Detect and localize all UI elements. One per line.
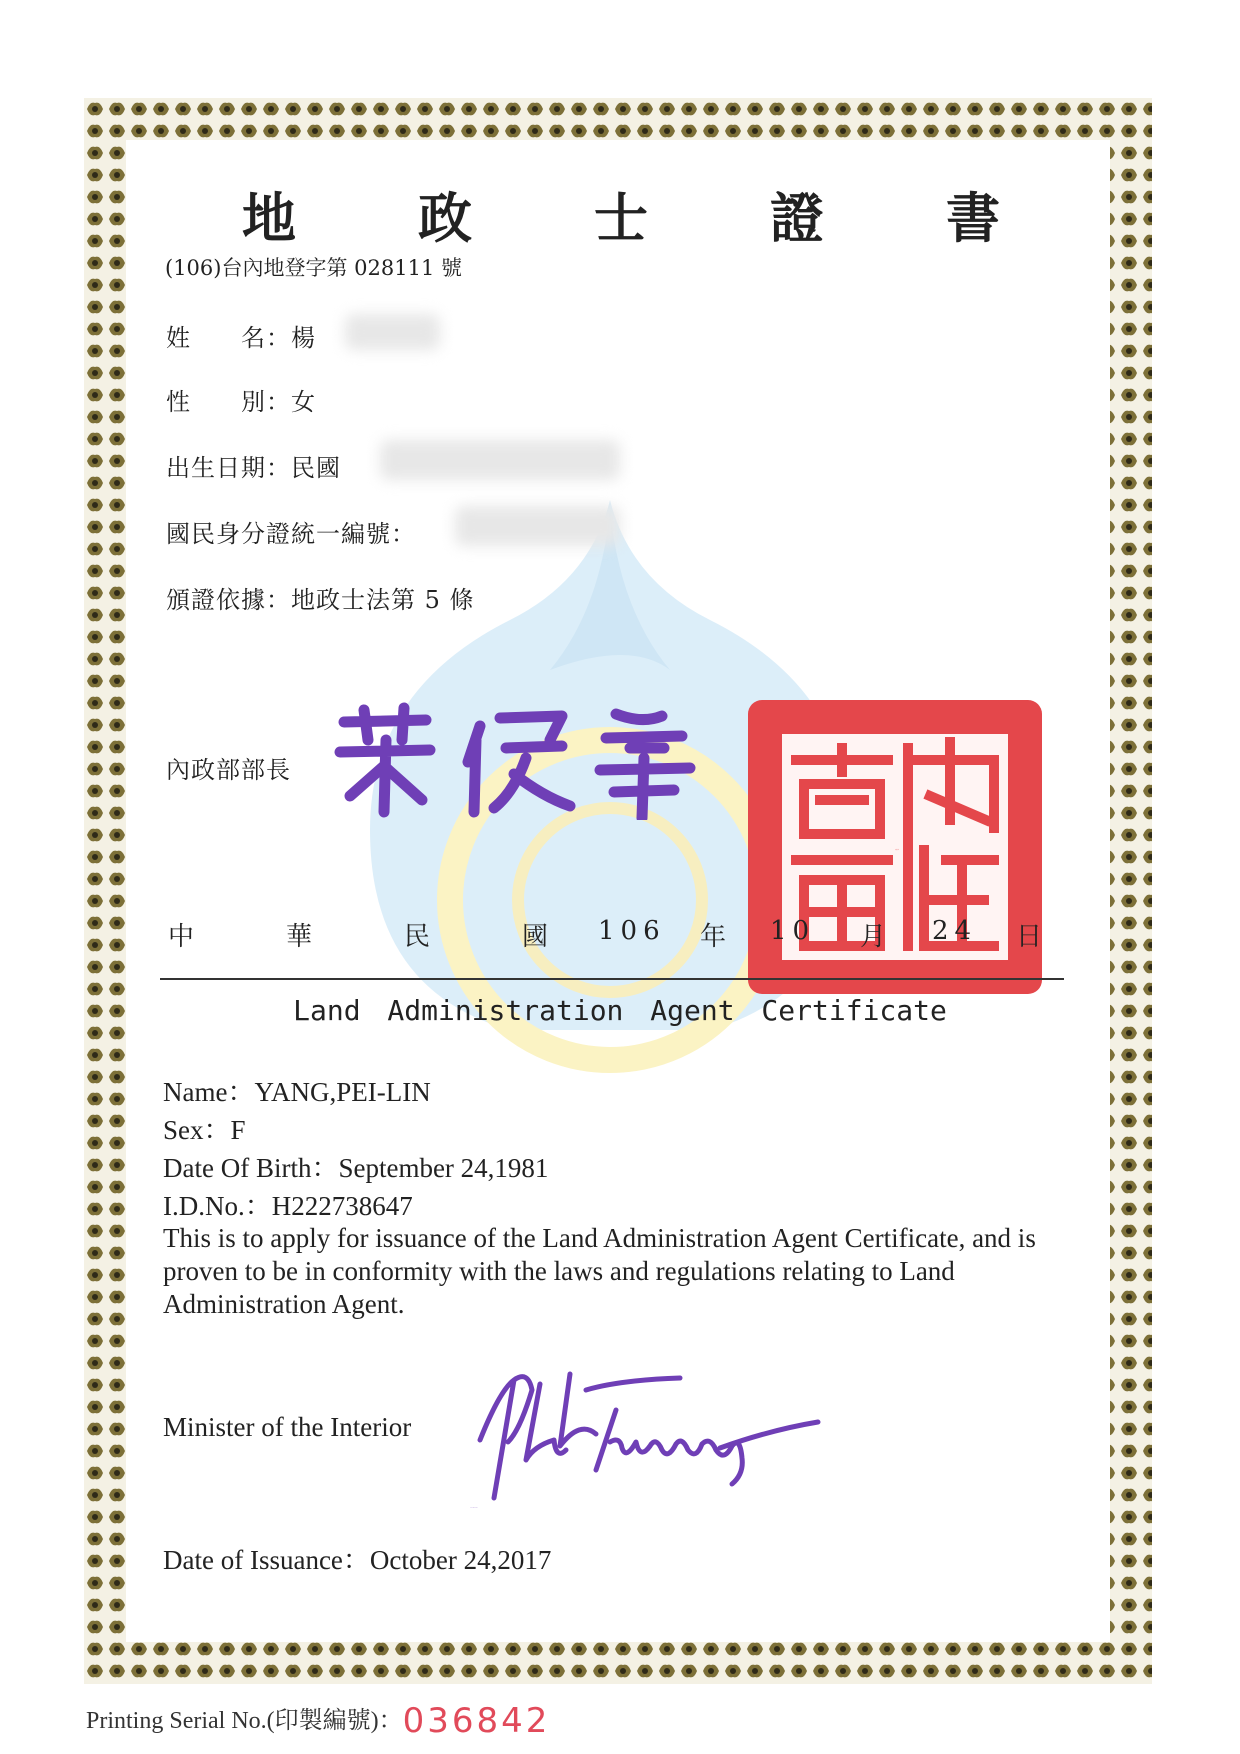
- title-char-4: 證: [770, 186, 824, 250]
- birth-value-zh: 民國: [291, 454, 341, 482]
- printing-serial: [86, 1700, 550, 1741]
- seal-text: 內政部印: [895, 850, 899, 851]
- birth-en: Date Of Birth：September 24,1981: [163, 1153, 549, 1183]
- minister-label-en: Minister of the Interior: [163, 1412, 412, 1442]
- title-char-3: 士: [594, 186, 648, 250]
- sex-en: Sex：F: [163, 1115, 246, 1145]
- name-en: Name：YANG,PEI-LIN: [163, 1077, 431, 1107]
- date-day-unit: 日: [1016, 922, 1043, 952]
- serial-number: 036842: [402, 1701, 551, 1741]
- basis-value-zh: 地政士法第 5 條: [291, 586, 475, 614]
- serial-label: Printing Serial No.(印製編號)：: [86, 1708, 403, 1734]
- date-guo: 國: [522, 922, 549, 952]
- redacted-name: [345, 314, 440, 350]
- signature-en-text: Yeh Jiunn-rong: [470, 1508, 478, 1509]
- minister-label-zh: 內政部部長: [166, 756, 291, 784]
- name-label-zh: 姓 名：: [166, 324, 291, 352]
- date-month-unit: 月: [860, 922, 887, 952]
- id-en: I.D.No.：H222738647: [163, 1191, 413, 1221]
- redacted-id: [455, 506, 620, 546]
- field-name-zh: [166, 318, 316, 353]
- date-min: 民: [404, 922, 431, 952]
- sex-label-zh: 性 別：: [166, 388, 291, 416]
- official-seal: [748, 700, 1042, 994]
- minister-signature-zh: [330, 700, 710, 841]
- field-birth-zh: [166, 448, 341, 483]
- name-value-zh: 楊: [291, 324, 316, 352]
- title-char-5: 書: [946, 186, 1000, 250]
- minister-signature-en: [470, 1350, 830, 1510]
- title-char-1: 地: [242, 186, 296, 250]
- date-day: 24: [932, 916, 978, 946]
- certification-statement: This is to apply for issuance of the Land Administration Agent Certificate, and is proven to be in conformity with the laws and regulations relating to Land Administration Agent.: [163, 1223, 1036, 1319]
- sex-value-zh: 女: [291, 388, 316, 416]
- english-title: Land Administration Agent Certificate: [293, 994, 947, 1027]
- issuance-date: Date of Issuance：October 24,2017: [163, 1545, 552, 1575]
- date-year: 106: [598, 916, 666, 946]
- id-label-zh: 國民身分證統一編號：: [166, 520, 416, 548]
- divider-line: [160, 978, 1064, 980]
- date-hua: 華: [286, 922, 313, 952]
- field-basis-zh: [166, 580, 475, 615]
- date-month: 10: [770, 916, 816, 946]
- birth-label-zh: 出生日期：: [166, 454, 291, 482]
- redacted-birth-date: [380, 440, 620, 480]
- date-zhong: 中: [168, 922, 195, 952]
- date-year-unit: 年: [700, 922, 727, 952]
- field-id-zh: [166, 514, 416, 549]
- field-sex-zh: [166, 382, 316, 417]
- basis-label-zh: 頒證依據：: [166, 586, 291, 614]
- signature-zh-strokes: [330, 700, 710, 820]
- title-char-2: 政: [418, 186, 472, 250]
- reference-number: (106)台內地登字第 028111 號: [165, 256, 462, 280]
